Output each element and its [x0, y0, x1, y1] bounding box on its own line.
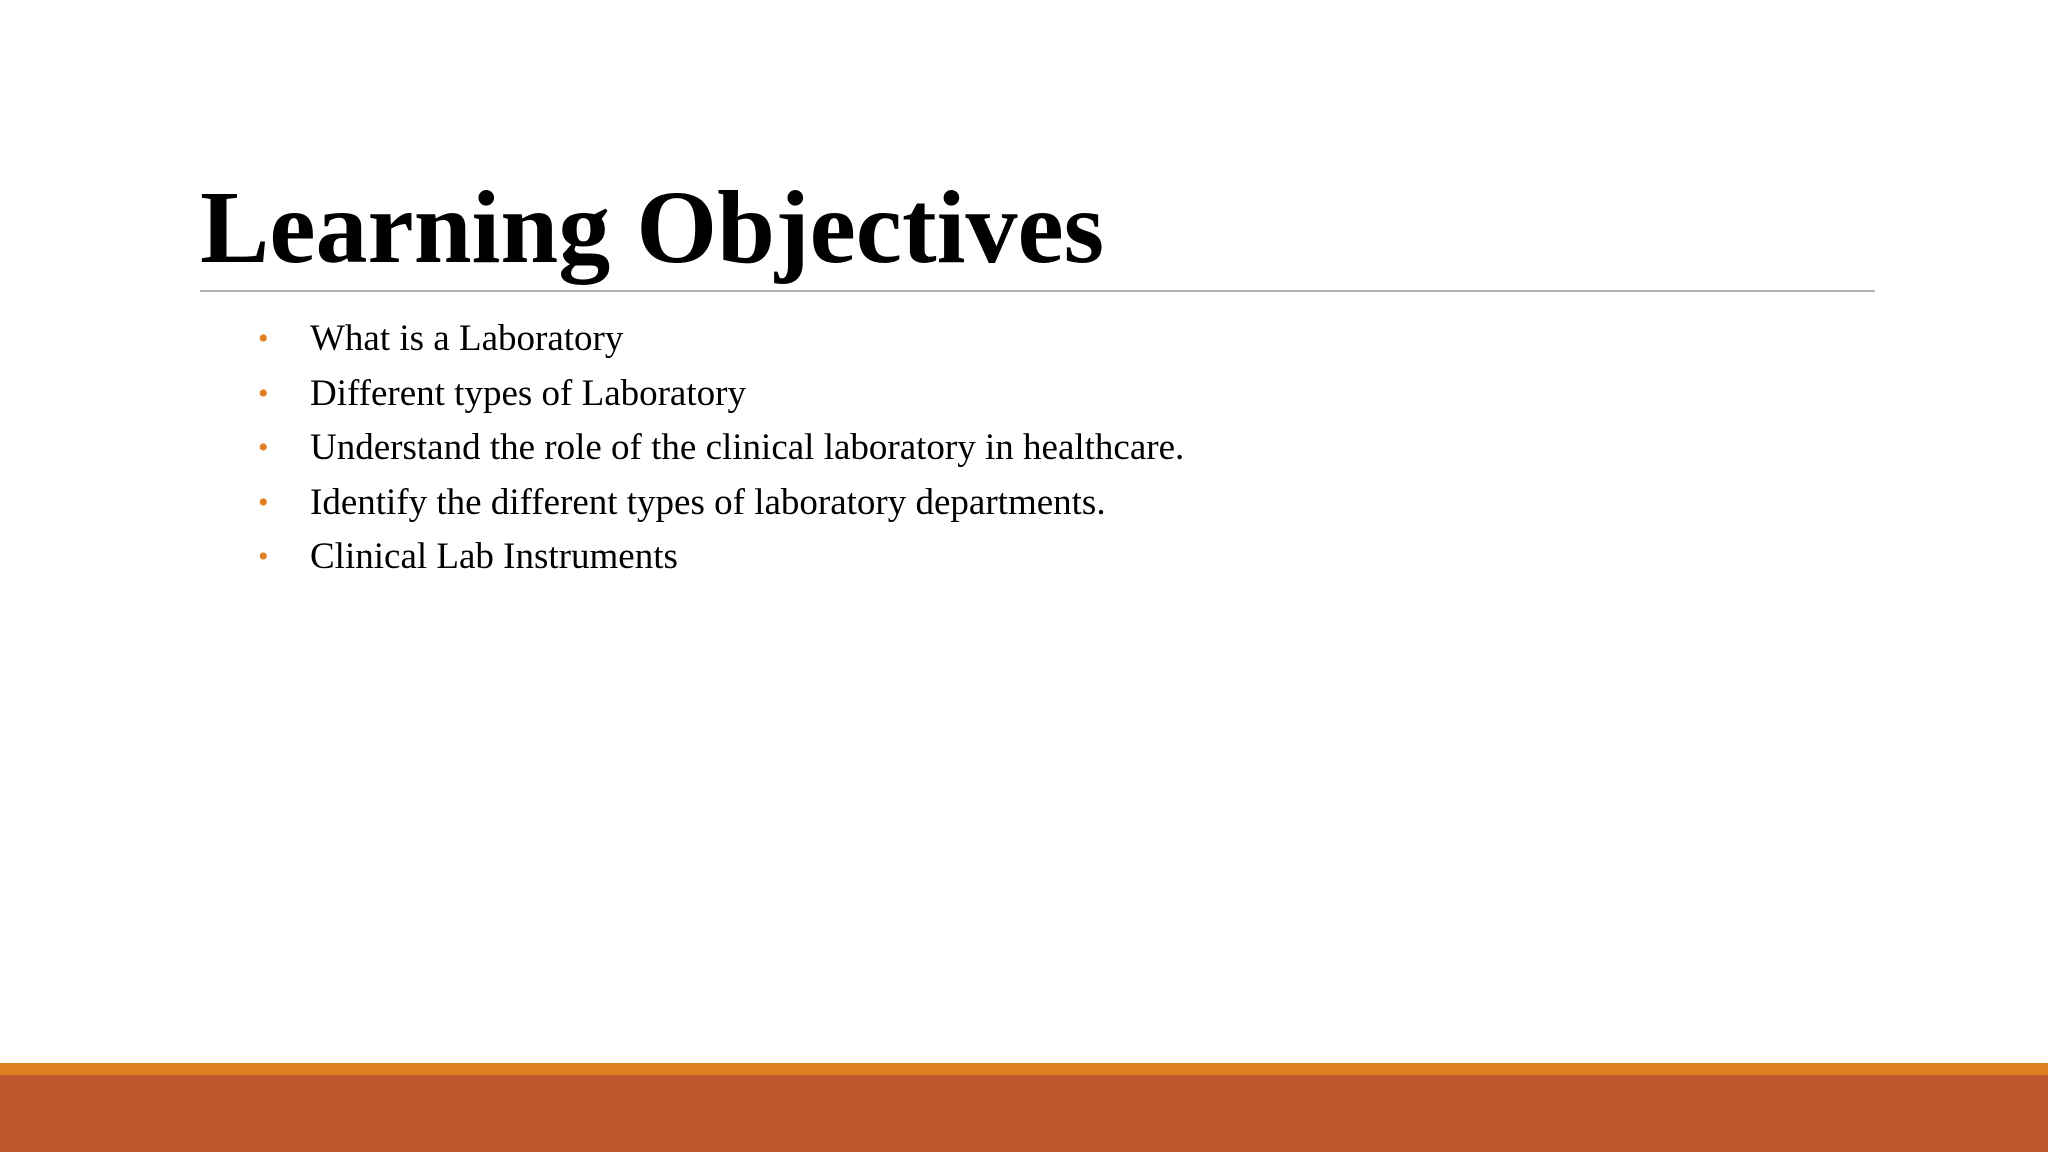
- bullet-text: Understand the role of the clinical laboratory in healthcare.: [310, 427, 1185, 468]
- bullet-dot-icon: •: [258, 540, 269, 573]
- bullet-dot-icon: •: [258, 322, 269, 355]
- bullet-text: Clinical Lab Instruments: [310, 536, 678, 577]
- bullet-dot-icon: •: [258, 376, 269, 410]
- bullet-text: Different types of Laboratory: [310, 372, 746, 414]
- bullet-text: Identify the different types of laboratory departments.: [310, 481, 1106, 523]
- slide-title: Learning Objectives: [200, 170, 1105, 285]
- footer-accent-stripe: [0, 1063, 2048, 1075]
- footer-bar: [0, 1075, 2048, 1152]
- bullet-text: What is a Laboratory: [310, 318, 624, 359]
- title-divider: [200, 290, 1875, 292]
- bullet-dot-icon: •: [258, 485, 269, 519]
- bullet-dot-icon: •: [258, 431, 269, 464]
